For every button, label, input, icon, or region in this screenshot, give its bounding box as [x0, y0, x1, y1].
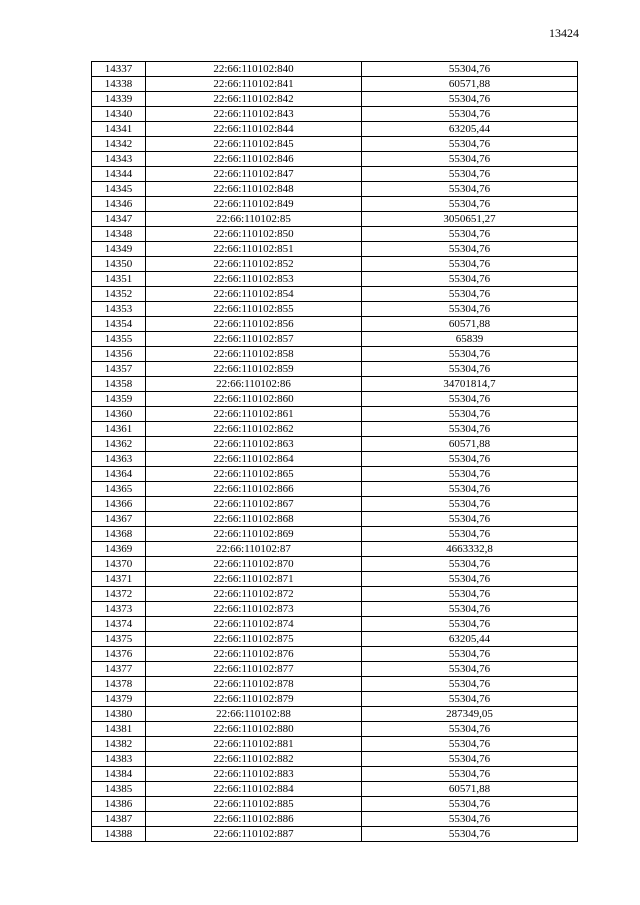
row-number-cell: 14359: [92, 392, 146, 407]
value-cell: 55304,76: [362, 722, 578, 737]
row-number-cell: 14379: [92, 692, 146, 707]
table-row: [92, 212, 578, 227]
cadastral-number-cell: 22:66:110102:846: [146, 152, 362, 167]
value-cell: 4663332,8: [362, 542, 578, 557]
value-cell: 55304,76: [362, 452, 578, 467]
table-row: [92, 332, 578, 347]
cadastral-number-cell: 22:66:110102:874: [146, 617, 362, 632]
row-number-cell: 14362: [92, 437, 146, 452]
value-cell: 55304,76: [362, 587, 578, 602]
cadastral-number-cell: 22:66:110102:882: [146, 752, 362, 767]
row-number-cell: 14337: [92, 62, 146, 77]
row-number-cell: 14361: [92, 422, 146, 437]
row-number-cell: 14351: [92, 272, 146, 287]
value-cell: 55304,76: [362, 407, 578, 422]
cadastral-number-cell: 22:66:110102:881: [146, 737, 362, 752]
cadastral-number-cell: 22:66:110102:852: [146, 257, 362, 272]
value-cell: 3050651,27: [362, 212, 578, 227]
registry-table: [91, 61, 578, 842]
cadastral-number-cell: 22:66:110102:845: [146, 137, 362, 152]
table-row: [92, 677, 578, 692]
table-row: [92, 122, 578, 137]
value-cell: 55304,76: [362, 422, 578, 437]
registry-table-body: [92, 62, 578, 842]
value-cell: 55304,76: [362, 107, 578, 122]
row-number-cell: 14355: [92, 332, 146, 347]
row-number-cell: 14376: [92, 647, 146, 662]
value-cell: 55304,76: [362, 602, 578, 617]
row-number-cell: 14363: [92, 452, 146, 467]
cadastral-number-cell: 22:66:110102:861: [146, 407, 362, 422]
cadastral-number-cell: 22:66:110102:876: [146, 647, 362, 662]
table-row: [92, 347, 578, 362]
table-row: [92, 617, 578, 632]
value-cell: 55304,76: [362, 92, 578, 107]
row-number-cell: 14382: [92, 737, 146, 752]
value-cell: 55304,76: [362, 482, 578, 497]
row-number-cell: 14340: [92, 107, 146, 122]
cadastral-number-cell: 22:66:110102:847: [146, 167, 362, 182]
row-number-cell: 14356: [92, 347, 146, 362]
row-number-cell: 14388: [92, 827, 146, 842]
row-number-cell: 14380: [92, 707, 146, 722]
value-cell: 55304,76: [362, 527, 578, 542]
table-row: [92, 512, 578, 527]
cadastral-number-cell: 22:66:110102:857: [146, 332, 362, 347]
value-cell: 60571,88: [362, 782, 578, 797]
value-cell: 60571,88: [362, 77, 578, 92]
value-cell: 55304,76: [362, 227, 578, 242]
row-number-cell: 14383: [92, 752, 146, 767]
row-number-cell: 14381: [92, 722, 146, 737]
table-row: [92, 377, 578, 392]
cadastral-number-cell: 22:66:110102:864: [146, 452, 362, 467]
table-row: [92, 827, 578, 842]
value-cell: 55304,76: [362, 677, 578, 692]
table-row: [92, 407, 578, 422]
table-row: [92, 602, 578, 617]
table-row: [92, 92, 578, 107]
value-cell: 55304,76: [362, 752, 578, 767]
row-number-cell: 14371: [92, 572, 146, 587]
value-cell: 55304,76: [362, 617, 578, 632]
value-cell: 55304,76: [362, 737, 578, 752]
cadastral-number-cell: 22:66:110102:873: [146, 602, 362, 617]
table-row: [92, 752, 578, 767]
cadastral-number-cell: 22:66:110102:843: [146, 107, 362, 122]
table-row: [92, 317, 578, 332]
table-row: [92, 737, 578, 752]
row-number-cell: 14386: [92, 797, 146, 812]
cadastral-number-cell: 22:66:110102:883: [146, 767, 362, 782]
value-cell: 55304,76: [362, 497, 578, 512]
cadastral-number-cell: 22:66:110102:87: [146, 542, 362, 557]
table-row: [92, 722, 578, 737]
row-number-cell: 14360: [92, 407, 146, 422]
page-number: 13424: [549, 26, 579, 40]
table-row: [92, 797, 578, 812]
row-number-cell: 14370: [92, 557, 146, 572]
cadastral-number-cell: 22:66:110102:86: [146, 377, 362, 392]
table-row: [92, 152, 578, 167]
table-row: [92, 107, 578, 122]
row-number-cell: 14347: [92, 212, 146, 227]
table-row: [92, 272, 578, 287]
row-number-cell: 14344: [92, 167, 146, 182]
cadastral-number-cell: 22:66:110102:878: [146, 677, 362, 692]
table-row: [92, 392, 578, 407]
row-number-cell: 14343: [92, 152, 146, 167]
table-row: [92, 692, 578, 707]
row-number-cell: 14374: [92, 617, 146, 632]
value-cell: 34701814,7: [362, 377, 578, 392]
cadastral-number-cell: 22:66:110102:853: [146, 272, 362, 287]
table-row: [92, 812, 578, 827]
row-number-cell: 14346: [92, 197, 146, 212]
cadastral-number-cell: 22:66:110102:862: [146, 422, 362, 437]
row-number-cell: 14342: [92, 137, 146, 152]
table-row: [92, 467, 578, 482]
row-number-cell: 14372: [92, 587, 146, 602]
table-row: [92, 542, 578, 557]
value-cell: 55304,76: [362, 767, 578, 782]
value-cell: 55304,76: [362, 272, 578, 287]
value-cell: 65839: [362, 332, 578, 347]
table-row: [92, 437, 578, 452]
cadastral-number-cell: 22:66:110102:840: [146, 62, 362, 77]
row-number-cell: 14341: [92, 122, 146, 137]
cadastral-number-cell: 22:66:110102:844: [146, 122, 362, 137]
row-number-cell: 14387: [92, 812, 146, 827]
cadastral-number-cell: 22:66:110102:884: [146, 782, 362, 797]
cadastral-number-cell: 22:66:110102:849: [146, 197, 362, 212]
cadastral-number-cell: 22:66:110102:859: [146, 362, 362, 377]
row-number-cell: 14358: [92, 377, 146, 392]
table-row: [92, 182, 578, 197]
value-cell: 55304,76: [362, 137, 578, 152]
table-row: [92, 362, 578, 377]
value-cell: 55304,76: [362, 347, 578, 362]
table-row: [92, 197, 578, 212]
cadastral-number-cell: 22:66:110102:850: [146, 227, 362, 242]
value-cell: 55304,76: [362, 572, 578, 587]
value-cell: 55304,76: [362, 512, 578, 527]
cadastral-number-cell: 22:66:110102:865: [146, 467, 362, 482]
cadastral-number-cell: 22:66:110102:842: [146, 92, 362, 107]
table-row: [92, 422, 578, 437]
cadastral-number-cell: 22:66:110102:856: [146, 317, 362, 332]
cadastral-number-cell: 22:66:110102:868: [146, 512, 362, 527]
table-row: [92, 77, 578, 92]
value-cell: 55304,76: [362, 827, 578, 842]
value-cell: 63205,44: [362, 632, 578, 647]
value-cell: 63205,44: [362, 122, 578, 137]
table-row: [92, 557, 578, 572]
cadastral-number-cell: 22:66:110102:851: [146, 242, 362, 257]
table-row: [92, 767, 578, 782]
cadastral-number-cell: 22:66:110102:866: [146, 482, 362, 497]
table-row: [92, 572, 578, 587]
value-cell: 60571,88: [362, 437, 578, 452]
row-number-cell: 14353: [92, 302, 146, 317]
table-row: [92, 452, 578, 467]
row-number-cell: 14339: [92, 92, 146, 107]
row-number-cell: 14350: [92, 257, 146, 272]
row-number-cell: 14354: [92, 317, 146, 332]
value-cell: 55304,76: [362, 797, 578, 812]
value-cell: 55304,76: [362, 197, 578, 212]
cadastral-number-cell: 22:66:110102:863: [146, 437, 362, 452]
cadastral-number-cell: 22:66:110102:871: [146, 572, 362, 587]
row-number-cell: 14377: [92, 662, 146, 677]
value-cell: 55304,76: [362, 302, 578, 317]
value-cell: 55304,76: [362, 257, 578, 272]
value-cell: 55304,76: [362, 812, 578, 827]
cadastral-number-cell: 22:66:110102:860: [146, 392, 362, 407]
value-cell: 55304,76: [362, 647, 578, 662]
row-number-cell: 14338: [92, 77, 146, 92]
value-cell: 55304,76: [362, 167, 578, 182]
row-number-cell: 14366: [92, 497, 146, 512]
value-cell: 55304,76: [362, 287, 578, 302]
table-row: [92, 782, 578, 797]
value-cell: 55304,76: [362, 662, 578, 677]
row-number-cell: 14384: [92, 767, 146, 782]
table-row: [92, 497, 578, 512]
row-number-cell: 14349: [92, 242, 146, 257]
table-row: [92, 527, 578, 542]
cadastral-number-cell: 22:66:110102:848: [146, 182, 362, 197]
value-cell: 55304,76: [362, 182, 578, 197]
cadastral-number-cell: 22:66:110102:887: [146, 827, 362, 842]
table-row: [92, 167, 578, 182]
table-row: [92, 227, 578, 242]
table-row: [92, 587, 578, 602]
table-row: [92, 647, 578, 662]
value-cell: 55304,76: [362, 557, 578, 572]
table-row: [92, 662, 578, 677]
table-row: [92, 137, 578, 152]
value-cell: 55304,76: [362, 362, 578, 377]
value-cell: 287349,05: [362, 707, 578, 722]
value-cell: 55304,76: [362, 692, 578, 707]
table-row: [92, 302, 578, 317]
cadastral-number-cell: 22:66:110102:867: [146, 497, 362, 512]
table-row: [92, 707, 578, 722]
row-number-cell: 14367: [92, 512, 146, 527]
table-row: [92, 62, 578, 77]
row-number-cell: 14375: [92, 632, 146, 647]
cadastral-number-cell: 22:66:110102:870: [146, 557, 362, 572]
cadastral-number-cell: 22:66:110102:872: [146, 587, 362, 602]
cadastral-number-cell: 22:66:110102:886: [146, 812, 362, 827]
row-number-cell: 14385: [92, 782, 146, 797]
cadastral-number-cell: 22:66:110102:875: [146, 632, 362, 647]
row-number-cell: 14364: [92, 467, 146, 482]
table-row: [92, 482, 578, 497]
table-row: [92, 632, 578, 647]
row-number-cell: 14369: [92, 542, 146, 557]
cadastral-number-cell: 22:66:110102:85: [146, 212, 362, 227]
row-number-cell: 14378: [92, 677, 146, 692]
row-number-cell: 14373: [92, 602, 146, 617]
table-row: [92, 287, 578, 302]
table-row: [92, 257, 578, 272]
row-number-cell: 14348: [92, 227, 146, 242]
cadastral-number-cell: 22:66:110102:869: [146, 527, 362, 542]
value-cell: 55304,76: [362, 392, 578, 407]
value-cell: 55304,76: [362, 242, 578, 257]
cadastral-number-cell: 22:66:110102:88: [146, 707, 362, 722]
value-cell: 55304,76: [362, 62, 578, 77]
cadastral-number-cell: 22:66:110102:885: [146, 797, 362, 812]
row-number-cell: 14345: [92, 182, 146, 197]
row-number-cell: 14365: [92, 482, 146, 497]
cadastral-number-cell: 22:66:110102:877: [146, 662, 362, 677]
cadastral-number-cell: 22:66:110102:855: [146, 302, 362, 317]
cadastral-number-cell: 22:66:110102:858: [146, 347, 362, 362]
cadastral-number-cell: 22:66:110102:854: [146, 287, 362, 302]
row-number-cell: 14368: [92, 527, 146, 542]
cadastral-number-cell: 22:66:110102:880: [146, 722, 362, 737]
value-cell: 55304,76: [362, 467, 578, 482]
value-cell: 60571,88: [362, 317, 578, 332]
value-cell: 55304,76: [362, 152, 578, 167]
row-number-cell: 14352: [92, 287, 146, 302]
cadastral-number-cell: 22:66:110102:879: [146, 692, 362, 707]
table-row: [92, 242, 578, 257]
row-number-cell: 14357: [92, 362, 146, 377]
cadastral-number-cell: 22:66:110102:841: [146, 77, 362, 92]
